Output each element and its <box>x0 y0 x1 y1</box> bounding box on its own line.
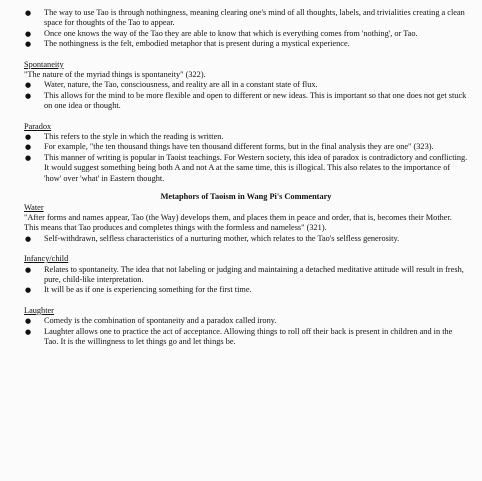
infancy-bullet-list <box>24 265 468 296</box>
laughter-bullet-list <box>24 316 468 347</box>
intro-section <box>24 8 468 50</box>
list-item-text: Water, nature, the Tao, consciousness, and reality are all in a constant state of flux. <box>44 80 318 90</box>
section-paragraph: "After forms and names appear, Tao (the Way) develops them, and places them in peace and order, that is, becomes their Mother. This means that Tao produces and completes things with the formless and nameless" (321). <box>24 212 452 233</box>
list-item-text: This manner of writing is popular in Taoist teachings. For Western society, this idea of paradox is contradictory and conflicting. It would suggest something being both A and not A at the same time, this is illogical. This also relates to the importance of 'how' over 'what' in Eastern thought. <box>44 152 468 183</box>
list-item <box>24 29 468 39</box>
list-item-text: It will be as if one is experiencing something for the first time. <box>44 285 252 295</box>
section-quote: "The nature of the myriad things is spontaneity" (322). <box>24 70 206 80</box>
list-item-text: Once one knows the way of the Tao they are able to know that which is everything comes from 'nothing', or Tao. <box>44 28 418 38</box>
list-item <box>24 316 468 326</box>
list-item-text: Self-withdrawn, selfless characteristics of a nurturing mother, which relates to the Tao's selfless generosity. <box>44 233 400 243</box>
list-item <box>24 265 468 286</box>
metaphors-title: Metaphors of Taoism in Wang Pi's Commentary <box>160 192 332 202</box>
bullet-icon: ● <box>25 91 32 100</box>
bullet-icon: ● <box>25 133 32 142</box>
list-item-text: Relates to spontaneity. The idea that not labeling or judging and maintaining a detached meditative attitude will result in fresh, pure, child-like interpretation. <box>44 264 464 284</box>
section-heading: Paradox <box>24 121 52 131</box>
list-item <box>24 91 468 112</box>
paradox-section <box>24 122 468 184</box>
list-item-text: The nothingness is the felt, embodied metaphor that is present during a mystical experience. <box>44 39 350 49</box>
bullet-icon: ● <box>25 234 32 243</box>
bullet-icon: ● <box>25 81 32 90</box>
bullet-icon: ● <box>25 143 32 152</box>
list-item <box>24 285 468 295</box>
list-item-text: For example, "the ten thousand things have ten thousand different forms, but in the final analysis they are one" (323). <box>44 142 434 152</box>
bullet-icon: ● <box>25 29 32 38</box>
infancy-section <box>24 254 468 296</box>
list-item <box>24 132 468 142</box>
bullet-icon: ● <box>25 40 32 49</box>
bullet-icon: ● <box>25 265 32 274</box>
list-item-text: Laughter allows one to practice the act of acceptance. Allowing things to roll off their back is present in children and in the Tao. It is the willingness to let things go and let things be. <box>44 326 453 346</box>
list-item-text: The way to use Tao is through nothingness, meaning clearing one's mind of all thoughts, labels, and trivialities creating a clean space for thoughts of the Tao to appear. <box>44 8 465 28</box>
section-heading: Water <box>24 202 44 212</box>
water-bullet-list <box>24 234 468 244</box>
list-item <box>24 153 468 184</box>
bullet-icon: ● <box>25 317 32 326</box>
laughter-section <box>24 306 468 348</box>
list-item <box>24 234 468 244</box>
water-section <box>24 203 468 245</box>
list-item <box>24 39 468 49</box>
list-item <box>24 327 468 348</box>
section-heading: Infancy/child <box>24 254 69 264</box>
list-item <box>24 80 468 90</box>
bullet-icon: ● <box>25 327 32 336</box>
section-heading: Spontaneity <box>24 59 64 69</box>
bullet-icon: ● <box>25 9 32 17</box>
bullet-icon: ● <box>25 286 32 295</box>
list-item <box>24 142 468 152</box>
intro-bullet-list <box>24 8 468 50</box>
spontaneity-section <box>24 60 468 112</box>
list-item-text: This allows for the mind to be more flexible and open to different or new ideas. This is important so that one does not get stuck on one idea or thought. <box>44 90 467 111</box>
list-item <box>24 8 468 29</box>
paradox-bullet-list <box>24 132 468 184</box>
section-heading: Laughter <box>24 305 54 315</box>
spontaneity-bullet-list <box>24 80 468 111</box>
list-item-text: This refers to the style in which the reading is written. <box>44 132 224 142</box>
list-item-text: Comedy is the combination of spontaneity and a paradox called irony. <box>44 316 277 326</box>
bullet-icon: ● <box>25 153 32 162</box>
